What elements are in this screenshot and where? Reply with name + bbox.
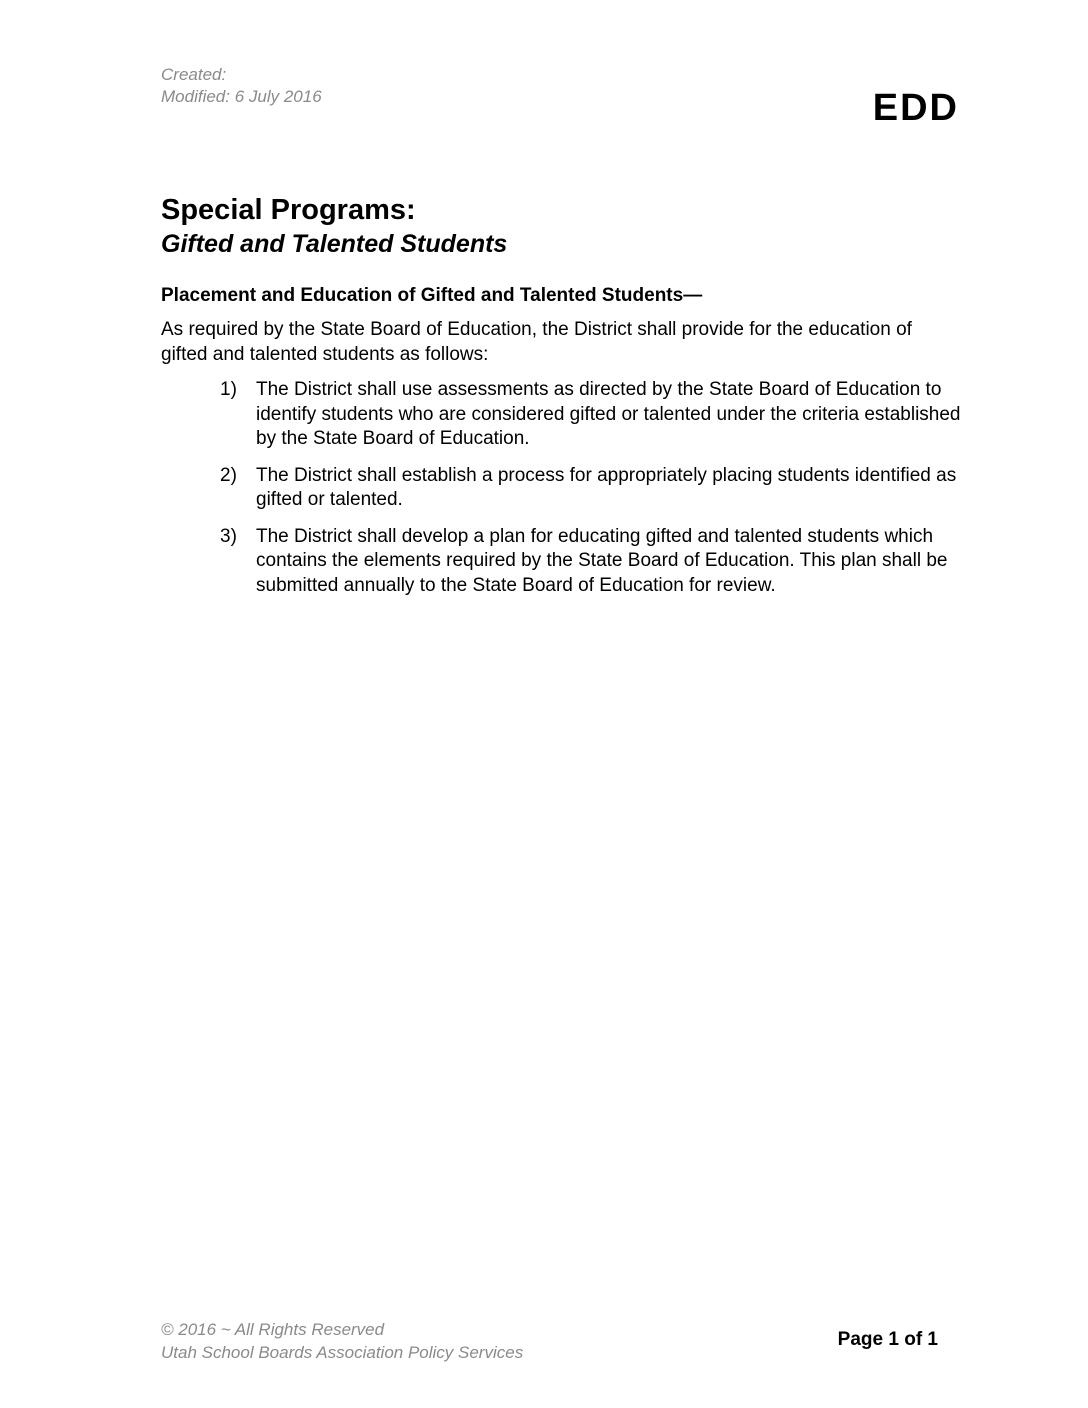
policy-code: EDD [872, 87, 959, 129]
page-title: Special Programs: [161, 194, 416, 226]
section-heading: Placement and Education of Gifted and Talented Students— [161, 285, 703, 306]
page-subtitle: Gifted and Talented Students [161, 230, 508, 258]
document-metadata [161, 64, 322, 108]
copyright-notice: © 2016 ~ All Rights Reserved [161, 1320, 385, 1339]
page-number: Page 1 of 1 [837, 1329, 938, 1350]
created-label: Created: [161, 65, 227, 84]
list-item-number: 1) [220, 379, 237, 400]
list-item [220, 378, 965, 452]
list-item-number: 3) [220, 525, 237, 547]
list-item [220, 525, 965, 599]
modified-date: Modified: 6 July 2016 [161, 87, 322, 106]
list-item-text: The District shall use assessments as directed by the State Board of Education to identify students who are considered gifted or talented under the criteria established by the State Board of Education. [256, 379, 961, 449]
publisher-name: Utah School Boards Association Policy Services [161, 1343, 524, 1362]
list-item-number: 2) [220, 464, 237, 486]
policy-list [220, 378, 965, 610]
list-item-text: The District shall establish a process for appropriately placing students identified as gifted or talented. [256, 464, 957, 510]
intro-paragraph: As required by the State Board of Education, the District shall provide for the education of gifted and talented students as follows: [161, 319, 912, 365]
footer-credits [161, 1318, 523, 1364]
list-item [220, 464, 965, 513]
list-item-text: The District shall develop a plan for educating gifted and talented students which contains the elements required by the State Board of Education. This plan shall be submitted annually to the State Board of Education for review. [256, 525, 948, 596]
